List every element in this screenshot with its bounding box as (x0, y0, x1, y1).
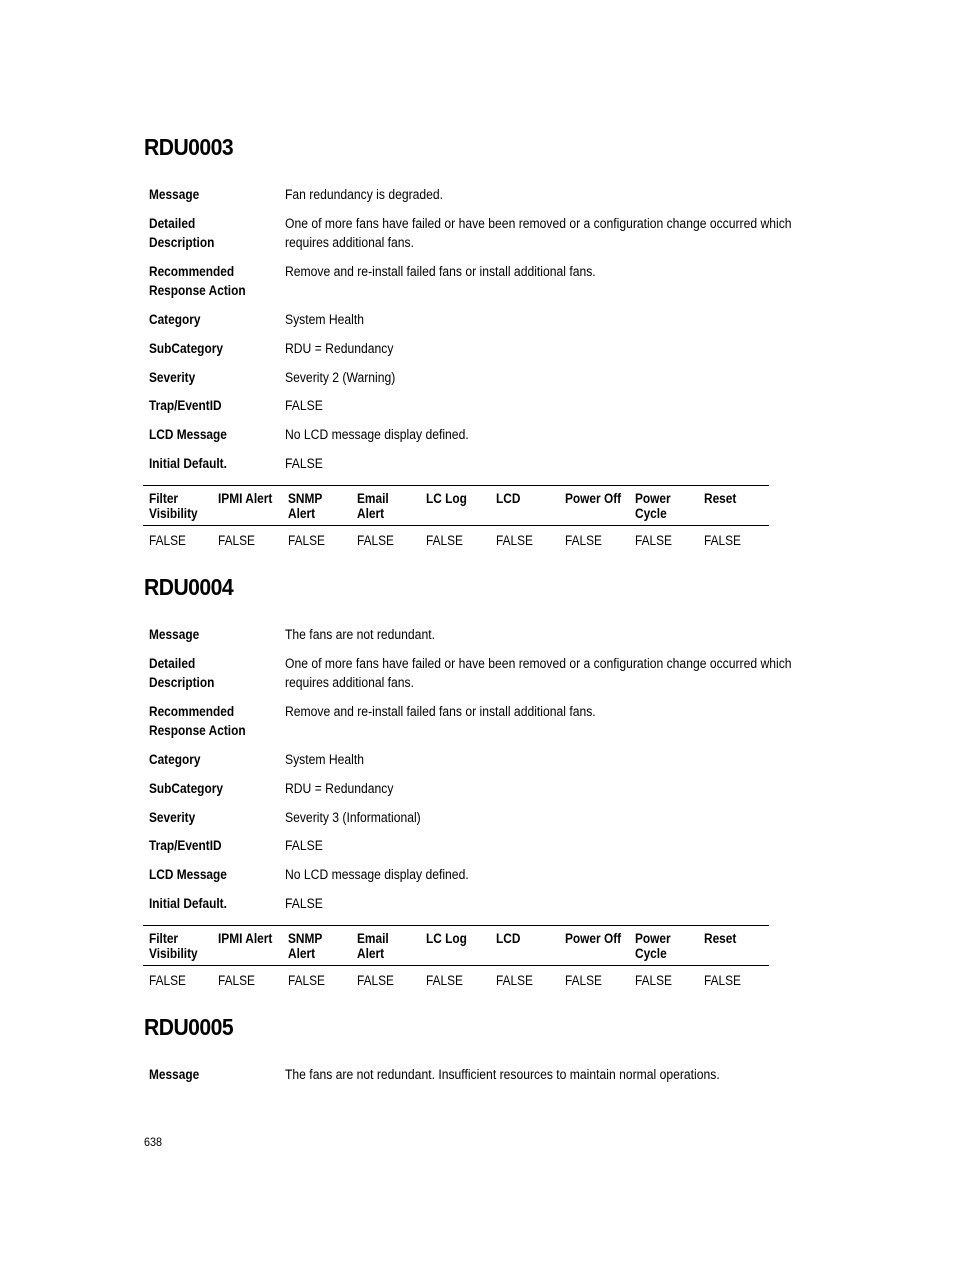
header-lcd: LCD (496, 931, 521, 946)
field-label: Detailed Description (149, 656, 215, 690)
field-value: One of more fans have failed or have been removed or a configuration change occurred which requires additional fans. (285, 656, 792, 690)
value-power-cycle: FALSE (635, 533, 672, 548)
value-lcd: FALSE (496, 973, 533, 988)
field-value: FALSE (285, 838, 323, 853)
value-filter-visibility: FALSE (149, 533, 186, 548)
header-email-alert: Email Alert (357, 491, 389, 521)
field-value: FALSE (285, 456, 323, 471)
header-filter-visibility: Filter Visibility (149, 491, 198, 521)
field-value: FALSE (285, 398, 323, 413)
header-reset: Reset (704, 491, 737, 506)
field-label: LCD Message (149, 427, 227, 442)
header-reset: Reset (704, 931, 737, 946)
header-snmp-alert: SNMP Alert (288, 491, 323, 521)
value-snmp-alert: FALSE (288, 973, 325, 988)
table-top-rule (143, 485, 769, 486)
header-power-off: Power Off (565, 931, 622, 946)
table-top-rule (143, 925, 769, 926)
field-label: Message (149, 627, 200, 642)
section-title: RDU0004 (144, 574, 234, 600)
field-value: Fan redundancy is degraded. (285, 187, 444, 202)
field-value: System Health (285, 312, 365, 327)
value-power-off: FALSE (565, 973, 602, 988)
field-label: Recommended Response Action (149, 704, 246, 738)
field-label: Category (149, 752, 201, 767)
value-power-off: FALSE (565, 533, 602, 548)
value-ipmi-alert: FALSE (218, 533, 255, 548)
field-label: Recommended Response Action (149, 264, 246, 298)
field-value: RDU = Redundancy (285, 341, 394, 356)
field-label: Initial Default. (149, 896, 227, 911)
header-lcd: LCD (496, 491, 521, 506)
header-ipmi-alert: IPMI Alert (218, 931, 273, 946)
field-value: Severity 2 (Warning) (285, 370, 396, 385)
header-filter-visibility: Filter Visibility (149, 931, 198, 961)
header-email-alert: Email Alert (357, 931, 389, 961)
field-value: Remove and re-install failed fans or install additional fans. (285, 704, 596, 719)
value-power-cycle: FALSE (635, 973, 672, 988)
field-value: RDU = Redundancy (285, 781, 394, 796)
field-label: Category (149, 312, 201, 327)
value-email-alert: FALSE (357, 533, 394, 548)
value-snmp-alert: FALSE (288, 533, 325, 548)
section-title: RDU0003 (144, 134, 234, 160)
value-lc-log: FALSE (426, 973, 463, 988)
field-value: Severity 3 (Informational) (285, 810, 421, 825)
field-label: Severity (149, 810, 196, 825)
page-number: 638 (144, 1135, 163, 1149)
section-title: RDU0005 (144, 1014, 234, 1040)
field-value: The fans are not redundant. Insufficient resources to maintain normal operations. (285, 1067, 720, 1082)
value-reset: FALSE (704, 533, 741, 548)
value-lc-log: FALSE (426, 533, 463, 548)
value-ipmi-alert: FALSE (218, 973, 255, 988)
field-value: The fans are not redundant. (285, 627, 435, 642)
header-snmp-alert: SNMP Alert (288, 931, 323, 961)
field-value: No LCD message display defined. (285, 867, 469, 882)
header-lc-log: LC Log (426, 931, 467, 946)
field-label: LCD Message (149, 867, 227, 882)
field-value: Remove and re-install failed fans or install additional fans. (285, 264, 596, 279)
field-value: System Health (285, 752, 365, 767)
header-ipmi-alert: IPMI Alert (218, 491, 273, 506)
field-label: Message (149, 187, 200, 202)
value-reset: FALSE (704, 973, 741, 988)
field-value: One of more fans have failed or have been removed or a configuration change occurred which requires additional fans. (285, 216, 792, 250)
field-value: FALSE (285, 896, 323, 911)
value-lcd: FALSE (496, 533, 533, 548)
field-label: Trap/EventID (149, 398, 222, 413)
table-header-rule (143, 965, 769, 966)
value-filter-visibility: FALSE (149, 973, 186, 988)
field-label: Message (149, 1067, 200, 1082)
field-label: SubCategory (149, 781, 223, 796)
header-power-cycle: Power Cycle (635, 491, 671, 521)
field-label: Trap/EventID (149, 838, 222, 853)
field-label: SubCategory (149, 341, 223, 356)
header-power-off: Power Off (565, 491, 622, 506)
header-lc-log: LC Log (426, 491, 467, 506)
header-power-cycle: Power Cycle (635, 931, 671, 961)
field-label: Initial Default. (149, 456, 227, 471)
field-value: No LCD message display defined. (285, 427, 469, 442)
field-label: Severity (149, 370, 196, 385)
table-header-rule (143, 525, 769, 526)
field-label: Detailed Description (149, 216, 215, 250)
value-email-alert: FALSE (357, 973, 394, 988)
